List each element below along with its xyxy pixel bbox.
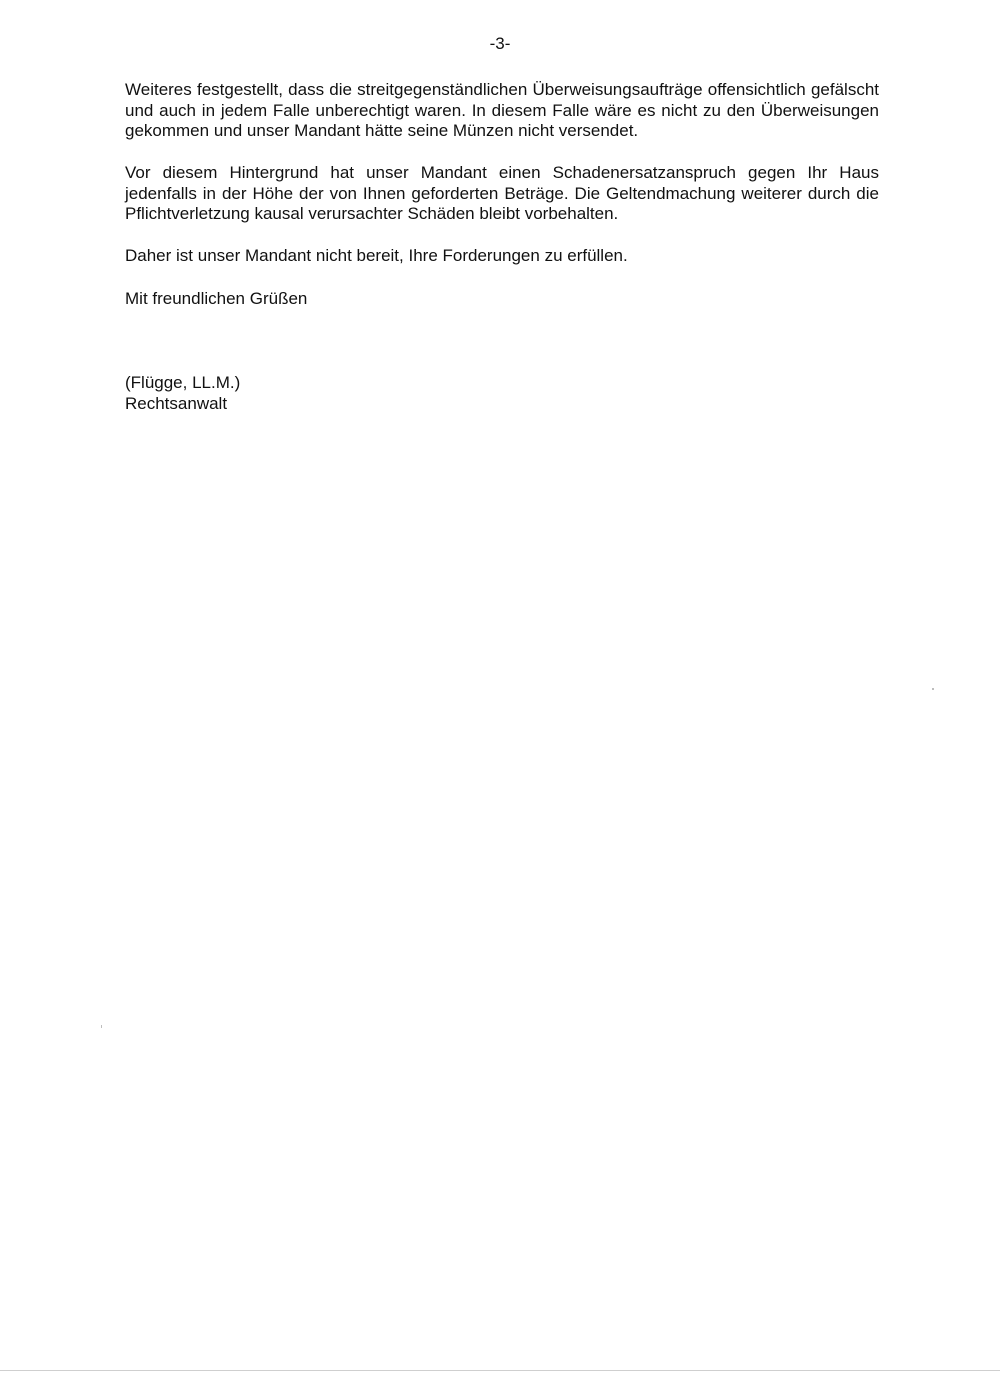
- signature-block: [125, 372, 240, 414]
- page-number: -3-: [489, 34, 511, 53]
- scan-speck: [101, 1025, 102, 1028]
- signatory-title: Rechtsanwalt: [125, 394, 228, 413]
- scan-bottom-edge: [0, 1370, 1000, 1371]
- signatory-name: (Flügge, LL.M.): [125, 373, 241, 392]
- closing-salutation: Mit freundlichen Grüßen: [125, 289, 308, 308]
- paragraph-1: Weiteres festgestellt, dass die streitgegenständlichen Überweisungsaufträge offensichtlich gefälscht und auch in jedem Falle unberechtigt waren. In diesem Falle wäre es nicht zu den Überweisungen gekommen und unser Mandant hätte seine Münzen nicht versendet.: [125, 80, 879, 140]
- paragraph-2: Vor diesem Hintergrund hat unser Mandant einen Schadenersatzanspruch gegen Ihr Haus jedenfalls in der Höhe der von Ihnen geforderten Beträge. Die Geltendmachung weiterer durch die Pflichtverletzung kausal verursachter Schäden bleibt vorbehalten.: [125, 163, 879, 223]
- scan-speck: [932, 688, 934, 690]
- paragraph-3: Daher ist unser Mandant nicht bereit, Ihre Forderungen zu erfüllen.: [125, 246, 628, 265]
